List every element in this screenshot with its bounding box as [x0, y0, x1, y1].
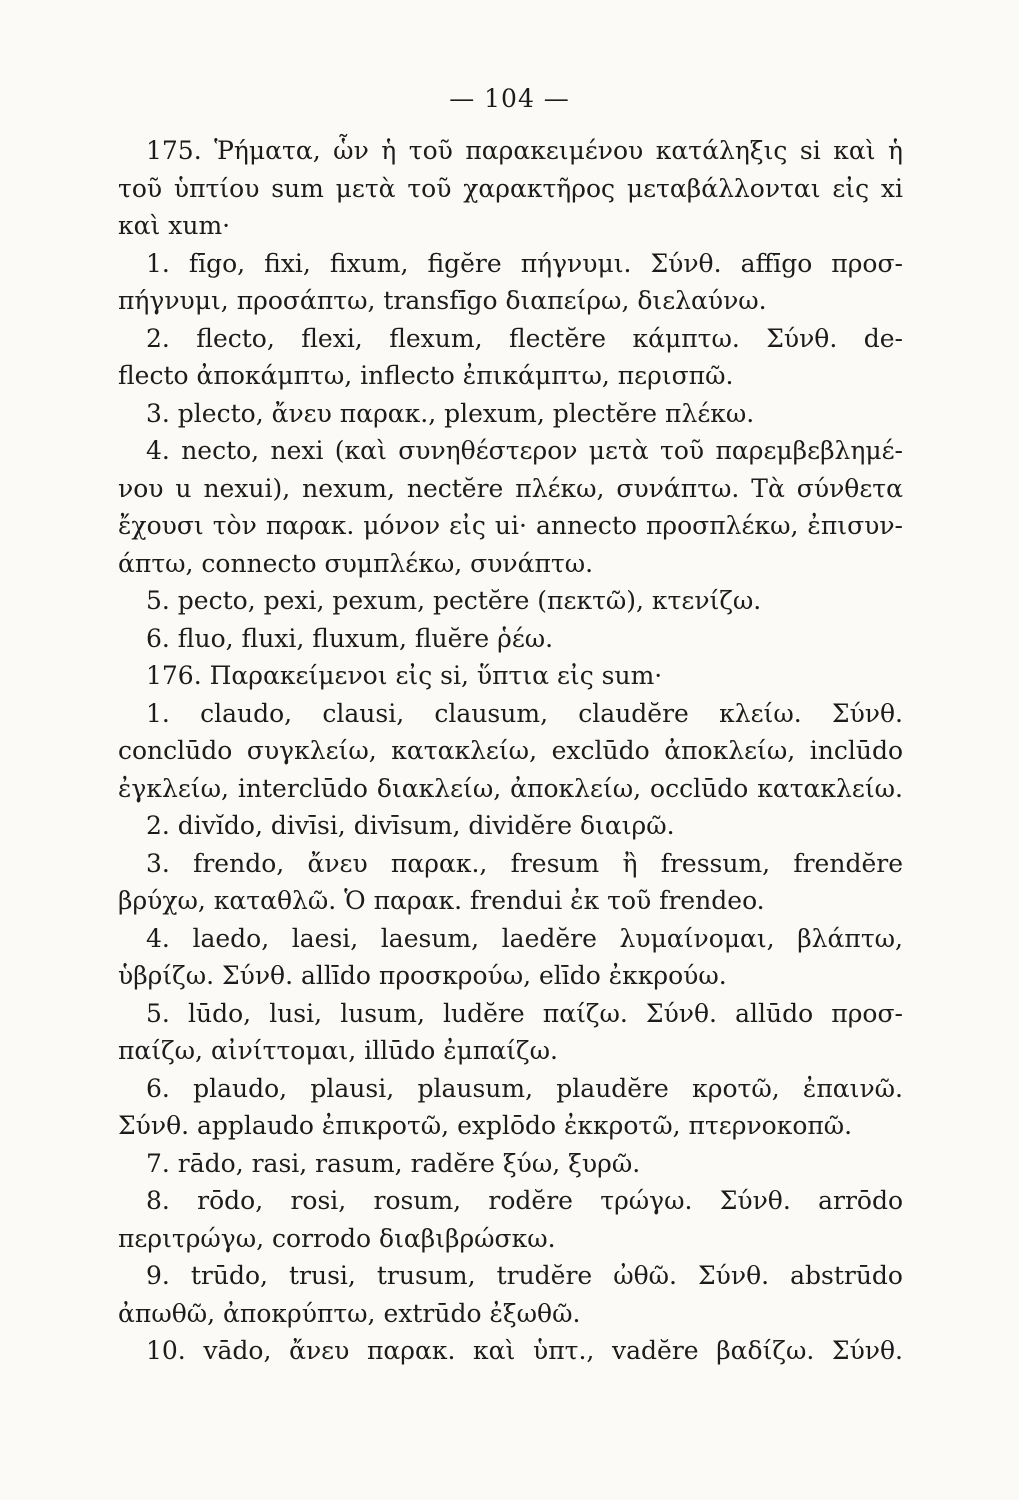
text-line: 5. lūdo, lusi, lusum, ludĕre παίζω. Σύνθ. allūdo προσ-: [146, 998, 903, 1028]
text-line: 4. necto, nexi (καὶ συνηθέστερον μετὰ τοῦ παρεμβεβλημέ-: [146, 436, 903, 465]
text-line: 2. divĭdo, divīsi, divīsum, dividĕre διαιρῶ.: [146, 811, 675, 840]
text-line: 175. Ῥήματα, ὧν ἡ τοῦ παρακειμένου κατάληξις si καὶ ἡ: [146, 136, 903, 165]
text-line: ἀπωθῶ, ἀποκρύπτω, extrūdo ἐξωθῶ.: [118, 1298, 581, 1328]
text-line: 7. rādo, rasi, rasum, radĕre ξύω, ξυρῶ.: [146, 1148, 641, 1178]
text-line: 3. frendo, ἄνευ παρακ., fresum ἢ fressum, frendĕre: [146, 848, 903, 878]
text-line: νου u nexui), nexum, nectĕre πλέκω, συνάπτω. Τὰ σύνθετα: [118, 473, 903, 503]
text-line: ὑβρίζω. Σύνθ. allīdo προσκρούω, elīdo ἐκκρούω.: [118, 961, 727, 990]
text-line: περιτρώγω, corrodo διαβιβρώσκω.: [118, 1223, 556, 1253]
text-line: Σύνθ. applaudo ἐπικροτῶ, explōdo ἐκκροτῶ, πτερνοκοπῶ.: [118, 1111, 853, 1140]
text-line: flecto ἀποκάμπτω, inflecto ἐπικάμπτω, περισπῶ.: [118, 361, 734, 390]
text-line: 6. fluo, fluxi, fluxum, fluĕre ῥέω.: [146, 623, 554, 653]
text-line: 5. pecto, pexi, pexum, pectĕre (πεκτῶ), κτενίζω.: [146, 586, 762, 615]
text-line: 6. plaudo, plausi, plausum, plaudĕre κροτῶ, ἐπαινῶ.: [146, 1073, 903, 1103]
text-line: 4. laedo, laesi, laesum, laedĕre λυμαίνομαι, βλάπτω,: [146, 923, 903, 953]
text-line: ἐγκλείω, interclūdo διακλείω, ἀποκλείω, occlūdo κατακλείω.: [118, 773, 903, 803]
text-line: βρύχω, καταθλῶ. Ὁ παρακ. frendui ἐκ τοῦ frendeo.: [118, 886, 765, 915]
text-line: conclūdo συγκλείω, κατακλείω, exclūdo ἀποκλείω, inclūdo: [118, 736, 903, 765]
text-line: άπτω, connecto συμπλέκω, συνάπτω.: [118, 548, 594, 578]
text-line: παίζω, αἰνίττομαι, illūdo ἐμπαίζω.: [118, 1036, 558, 1065]
page-number: — 104 —: [449, 84, 570, 113]
text-line: 9. trūdo, trusi, trusum, trudĕre ὠθῶ. Σύνθ. abstrūdo: [146, 1261, 903, 1290]
text-line: 10. vādo, ἄνευ παρακ. καὶ ὑπτ., vadĕre βαδίζω. Σύνθ.: [146, 1336, 903, 1365]
text-line: ἔχουσι τὸν παρακ. μόνον εἰς ui· annecto προσπλέκω, ἐπισυν-: [118, 511, 903, 540]
page-body-text: [118, 132, 903, 1370]
text-line: 176. Παρακείμενοι εἰς si, ὕπτια εἰς sum·: [146, 661, 663, 690]
text-line: 3. plecto, ἄνευ παρακ., plexum, plectĕre πλέκω.: [146, 398, 755, 428]
text-line: καὶ xum·: [118, 211, 231, 240]
text-line: 1. claudo, clausi, clausum, claudĕre κλείω. Σύνθ.: [146, 698, 903, 728]
text-line: 2. flecto, flexi, flexum, flectĕre κάμπτω. Σύνθ. de-: [146, 323, 903, 353]
text-line: τοῦ ὑπτίου sum μετὰ τοῦ χαρακτῆρος μεταβάλλονται εἰς xi: [118, 173, 903, 203]
text-line: πήγνυμι, προσάπτω, transfīgo διαπείρω, διελαύνω.: [118, 286, 767, 315]
text-line: 8. rōdo, rosi, rosum, rodĕre τρώγω. Σύνθ. arrōdo: [146, 1186, 903, 1215]
text-line: 1. fīgo, fixi, fixum, figĕre πήγνυμι. Σύνθ. affīgo προσ-: [146, 248, 903, 278]
